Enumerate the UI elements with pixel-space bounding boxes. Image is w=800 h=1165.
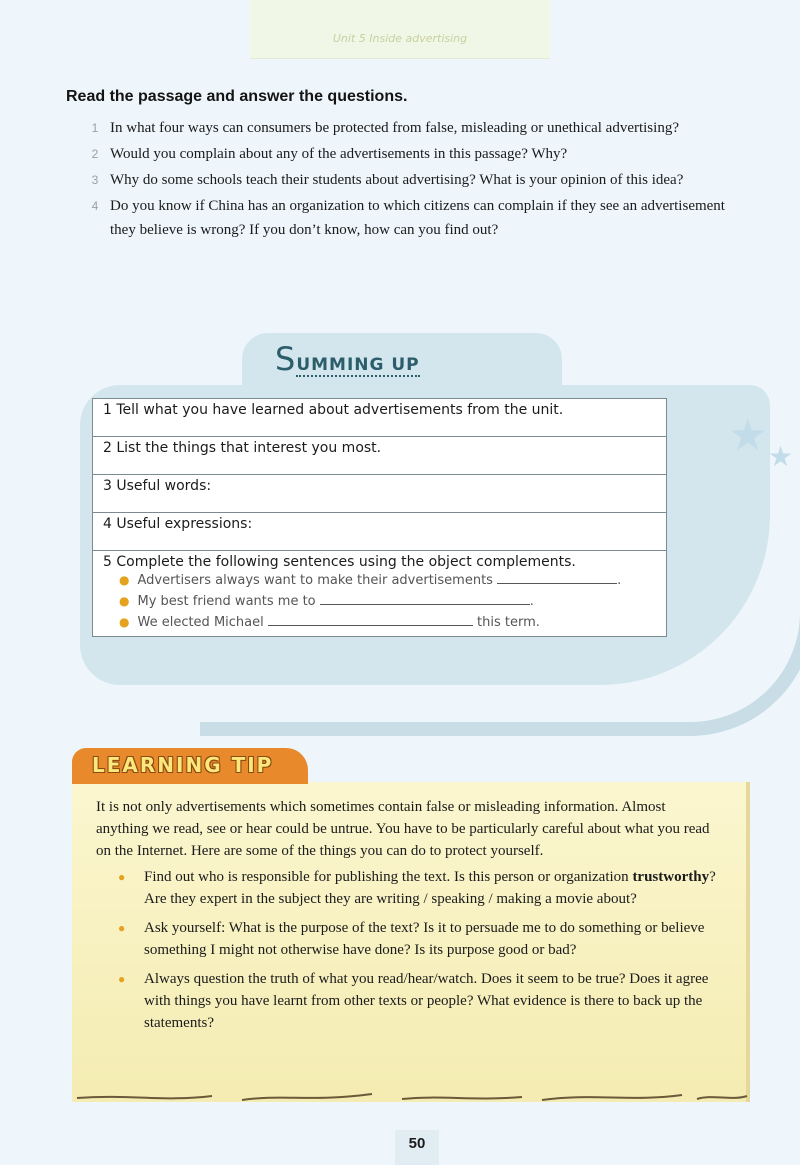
question-number: 1 bbox=[91, 121, 99, 135]
summing-up-row-1: 1 Tell what you have learned about advertisements from the unit. bbox=[93, 399, 667, 437]
tip-text: Find out who is responsible for publishing the text. Is this person or organization bbox=[144, 869, 629, 885]
question-item bbox=[88, 142, 753, 166]
question-text: Would you complain about any of the advertisements in this passage? Why? bbox=[110, 146, 568, 162]
question-number: 3 bbox=[91, 173, 99, 187]
summing-up-table bbox=[92, 398, 667, 637]
summing-up-title bbox=[275, 340, 420, 378]
tip-item bbox=[118, 968, 718, 1034]
learning-tip-intro: It is not only advertisements which sometimes contain false or misleading information. Almost anything we read, see or hear could be untrue. You have to be particularly careful about what you read on the Internet. Here are some of the things you can do to protect yourself. bbox=[96, 799, 710, 859]
question-text: In what four ways can consumers be protected from false, misleading or unethical advertising? bbox=[110, 120, 679, 136]
tip-item bbox=[118, 866, 718, 910]
tip-text: Always question the truth of what you read/hear/watch. Does it seem to be true? Does it agree with things you have learnt from other texts or people? What evidence is there to back up the statements? bbox=[144, 971, 709, 1031]
star-icon: ★ bbox=[768, 442, 794, 473]
page-number: 50 bbox=[408, 1135, 426, 1152]
learning-tip-title: LEARNING TIP bbox=[92, 753, 274, 777]
question-number: 2 bbox=[91, 147, 99, 161]
bullet-icon: ● bbox=[118, 870, 126, 884]
question-item bbox=[88, 168, 753, 192]
unit-title: Unit 5 Inside advertising bbox=[332, 32, 468, 45]
summing-up-row-2: 2 List the things that interest you most. bbox=[93, 437, 667, 475]
sentence-item bbox=[119, 591, 656, 612]
question-item bbox=[88, 194, 753, 242]
sentence-end: . bbox=[617, 573, 622, 588]
sentence-text: My best friend wants me to bbox=[137, 594, 316, 609]
bullet-icon: ● bbox=[118, 972, 126, 986]
title-capital: S bbox=[275, 340, 297, 378]
sentence-item bbox=[119, 570, 656, 591]
questions-heading: Read the passage and answer the questions. bbox=[66, 88, 408, 105]
star-icon: ★ bbox=[728, 411, 768, 460]
question-number: 4 bbox=[91, 199, 99, 213]
summing-up-row-5 bbox=[93, 551, 667, 637]
sentence-item bbox=[119, 612, 656, 633]
tip-item bbox=[118, 917, 718, 961]
tip-bold-term: trustworthy bbox=[632, 869, 710, 885]
summing-up-row-3: 3 Useful words: bbox=[93, 475, 667, 513]
sentence-text: Advertisers always want to make their advertisements bbox=[137, 573, 493, 588]
sentence-end: this term. bbox=[477, 615, 540, 630]
answer-blank[interactable] bbox=[497, 571, 617, 584]
questions-list bbox=[88, 116, 753, 244]
sentence-text: We elected Michael bbox=[137, 615, 264, 630]
answer-blank[interactable] bbox=[268, 613, 473, 626]
learning-tip-list bbox=[118, 866, 718, 1041]
bullet-icon: ● bbox=[118, 921, 126, 935]
bullet-icon: ● bbox=[119, 573, 130, 587]
bullet-icon: ● bbox=[119, 594, 130, 608]
sentence-list bbox=[103, 570, 656, 633]
tip-text: ? Are they expert in the subject they are writing / speaking / making a movie about? bbox=[144, 869, 716, 907]
sentence-end: . bbox=[529, 594, 534, 609]
question-text: Why do some schools teach their students about advertising? What is your opinion of this idea? bbox=[110, 172, 684, 188]
summing-up-row-4: 4 Useful expressions: bbox=[93, 513, 667, 551]
question-text: Do you know if China has an organization to which citizens can complain if they see an advertisement they believe is wrong? If you don’t know, how can you find out? bbox=[110, 198, 725, 238]
squiggle-border bbox=[72, 1086, 752, 1106]
answer-blank[interactable] bbox=[320, 592, 530, 605]
bullet-icon: ● bbox=[119, 615, 130, 629]
title-rest: UMMING UP bbox=[296, 355, 420, 375]
summing-up-row-5-label: 5 Complete the following sentences using the object complements. bbox=[103, 554, 576, 570]
unit-header-band bbox=[250, 0, 550, 59]
question-item bbox=[88, 116, 753, 140]
tip-text: Ask yourself: What is the purpose of the text? Is it to persuade me to do something or believe something I might not otherwise have done? Is its purpose good or bad? bbox=[144, 920, 705, 958]
